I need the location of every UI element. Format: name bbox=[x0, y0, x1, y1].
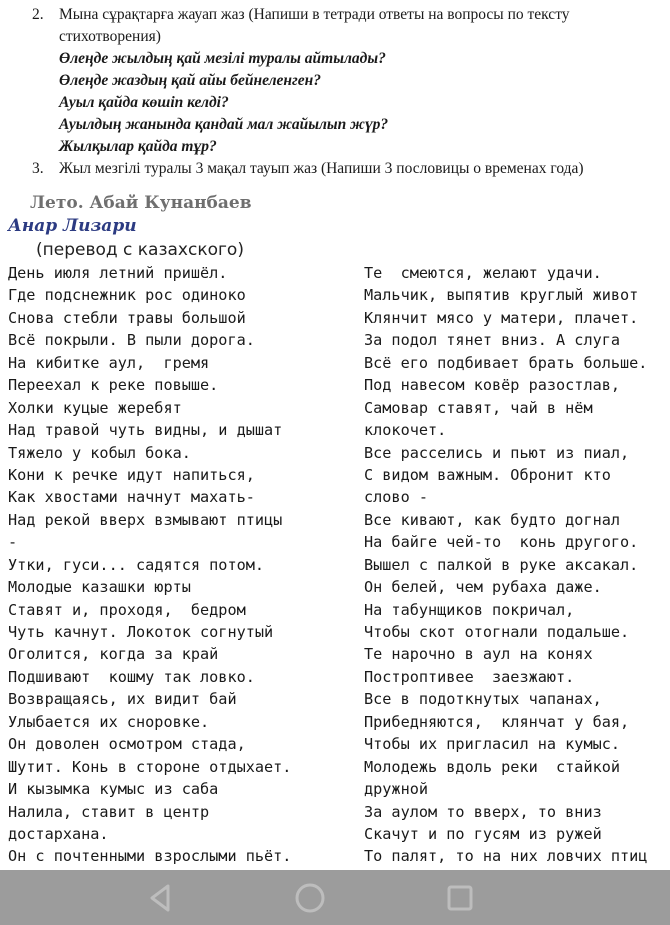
poem-right-column bbox=[364, 262, 670, 868]
poem-line: Скачут и по гусям из ружей bbox=[364, 824, 602, 843]
poem-line: Всё покрыли. В пыли дорога. bbox=[8, 331, 255, 350]
poem-line: Чуть качнут. Локоток согнутый bbox=[8, 623, 274, 641]
poem-line: Он белей, чем рубаха даже. bbox=[364, 578, 602, 597]
translation-note: (перевод с казахского) bbox=[36, 240, 244, 260]
question: Жылқылар қайда тұр? bbox=[59, 138, 217, 155]
poem-line: Он с почтенными взрослыми пьёт. bbox=[8, 847, 292, 866]
question: Өлеңде жылдың қай мезілі туралы айтылады? bbox=[59, 50, 386, 67]
poem-line: Улыбается их сноровке. bbox=[8, 712, 210, 731]
question: Ауылдың жанында қандай мал жайылып жүр? bbox=[59, 116, 389, 133]
poem-line: Молодые казашки юрты bbox=[8, 578, 191, 597]
poem-line: Ставят и, проходя, бедром bbox=[8, 600, 246, 619]
poem-line: Все в подоткнутых чапанах, bbox=[364, 690, 602, 709]
poem-line: Клянчит мясо у матери, плачет. bbox=[364, 308, 639, 327]
poem-line: Снова стебли травы большой bbox=[8, 308, 246, 327]
poem-line: Всё его подбивает брать больше. bbox=[364, 353, 648, 372]
task-text: Жыл мезгілі туралы 3 мақал тауып жаз (Напиши 3 пословицы о временах года) bbox=[59, 160, 584, 177]
poem-left-column bbox=[8, 262, 353, 868]
android-navigation-bar bbox=[0, 870, 670, 925]
translator-name: Анар Лизари bbox=[8, 216, 137, 236]
poem-line: Возвращаясь, их видит бай bbox=[8, 690, 237, 709]
poem-line: Мальчик, выпятив круглый живот bbox=[364, 286, 639, 305]
poem-line: клокочет. bbox=[364, 421, 447, 440]
poem-line: На табунщиков покричал, bbox=[364, 600, 575, 619]
poem-line: Молодежь вдоль реки стайкой bbox=[364, 757, 621, 776]
poem-line: На байге чей-то конь другого. bbox=[364, 533, 639, 552]
poem-line: Чтобы скот отогнали подальше. bbox=[364, 623, 630, 641]
task-number: 2. bbox=[32, 6, 44, 23]
recent-apps-square-icon[interactable] bbox=[440, 878, 480, 918]
poem-line: Все расселись и пьют из пиал, bbox=[364, 443, 630, 462]
poem-line: слово - bbox=[364, 488, 429, 507]
task-3 bbox=[32, 158, 662, 180]
poem-line: Утки, гуси... садятся потом. bbox=[8, 555, 265, 574]
task-number: 3. bbox=[32, 160, 44, 177]
poem-line: Самовар ставят, чай в нём bbox=[364, 398, 593, 417]
poem-line: Те смеются, желают удачи. bbox=[364, 264, 602, 282]
poem-line: Чтобы их пригласил на кумыс. bbox=[364, 735, 621, 754]
home-circle-icon[interactable] bbox=[290, 878, 330, 918]
poem-line: Переехал к реке повыше. bbox=[8, 376, 219, 395]
question: Өлеңде жаздың қай айы бейнеленген? bbox=[59, 72, 321, 89]
poem-line: Холки куцые жеребят bbox=[8, 398, 182, 417]
task-text: Мына сұрақтарға жауап жаз (Напиши в тетради ответы на вопросы по тексту стихотворения) bbox=[59, 6, 570, 45]
poem-line: Тяжело у кобыл бока. bbox=[8, 443, 191, 462]
poem-line: - bbox=[8, 533, 18, 552]
question: Ауыл қайда көшіп келді? bbox=[59, 94, 229, 111]
poem-line: Прибедняются, клянчат у бая, bbox=[364, 712, 630, 731]
poem-line: Вышел с палкой в руке аксакал. bbox=[364, 555, 639, 574]
poem-line: За подол тянет вниз. А слуга bbox=[364, 331, 621, 350]
poem-line: Оголится, когда за край bbox=[8, 645, 219, 664]
poem-line: С видом важным. Обронит кто bbox=[364, 465, 611, 484]
poem-line: День июля летний пришёл. bbox=[8, 264, 228, 282]
poem-line: Подшивают кошму так ловко. bbox=[8, 667, 255, 686]
poem-line: Как хвостами начнут махать- bbox=[8, 488, 255, 507]
poem-line: дружной bbox=[364, 780, 429, 799]
back-triangle-icon[interactable] bbox=[140, 878, 180, 918]
poem-line: И кызымка кумыс из саба bbox=[8, 780, 219, 799]
poem-line: Над травой чуть видны, и дышат bbox=[8, 421, 283, 440]
poem-line: Те нарочно в аул на конях bbox=[364, 645, 593, 664]
poem-line: Кони к речке идут напиться, bbox=[8, 465, 255, 484]
poem-line: Где подснежник рос одиноко bbox=[8, 286, 246, 305]
poem-line: Все кивают, как будто догнал bbox=[364, 510, 621, 529]
poem-line: За аулом то вверх, то вниз bbox=[364, 802, 602, 821]
poem-line: достархана. bbox=[8, 824, 109, 843]
task-2 bbox=[32, 4, 662, 48]
poem-line: Шутит. Конь в стороне отдыхает. bbox=[8, 757, 292, 776]
poem-line: На кибитке аул, гремя bbox=[8, 353, 210, 372]
poem-line: Налила, ставит в центр bbox=[8, 802, 210, 821]
poem-line: Под навесом ковёр разостлав, bbox=[364, 376, 621, 395]
poem-line: То палят, то на них ловчих птиц bbox=[364, 847, 648, 866]
task-list bbox=[32, 4, 662, 180]
poem-line: Он доволен осмотром стада, bbox=[8, 735, 246, 754]
poem-title: Лето. Абай Кунанбаев bbox=[30, 193, 252, 213]
poem-line: Над рекой вверх взмывают птицы bbox=[8, 510, 283, 529]
poem-line: Построптивее заезжают. bbox=[364, 667, 575, 686]
